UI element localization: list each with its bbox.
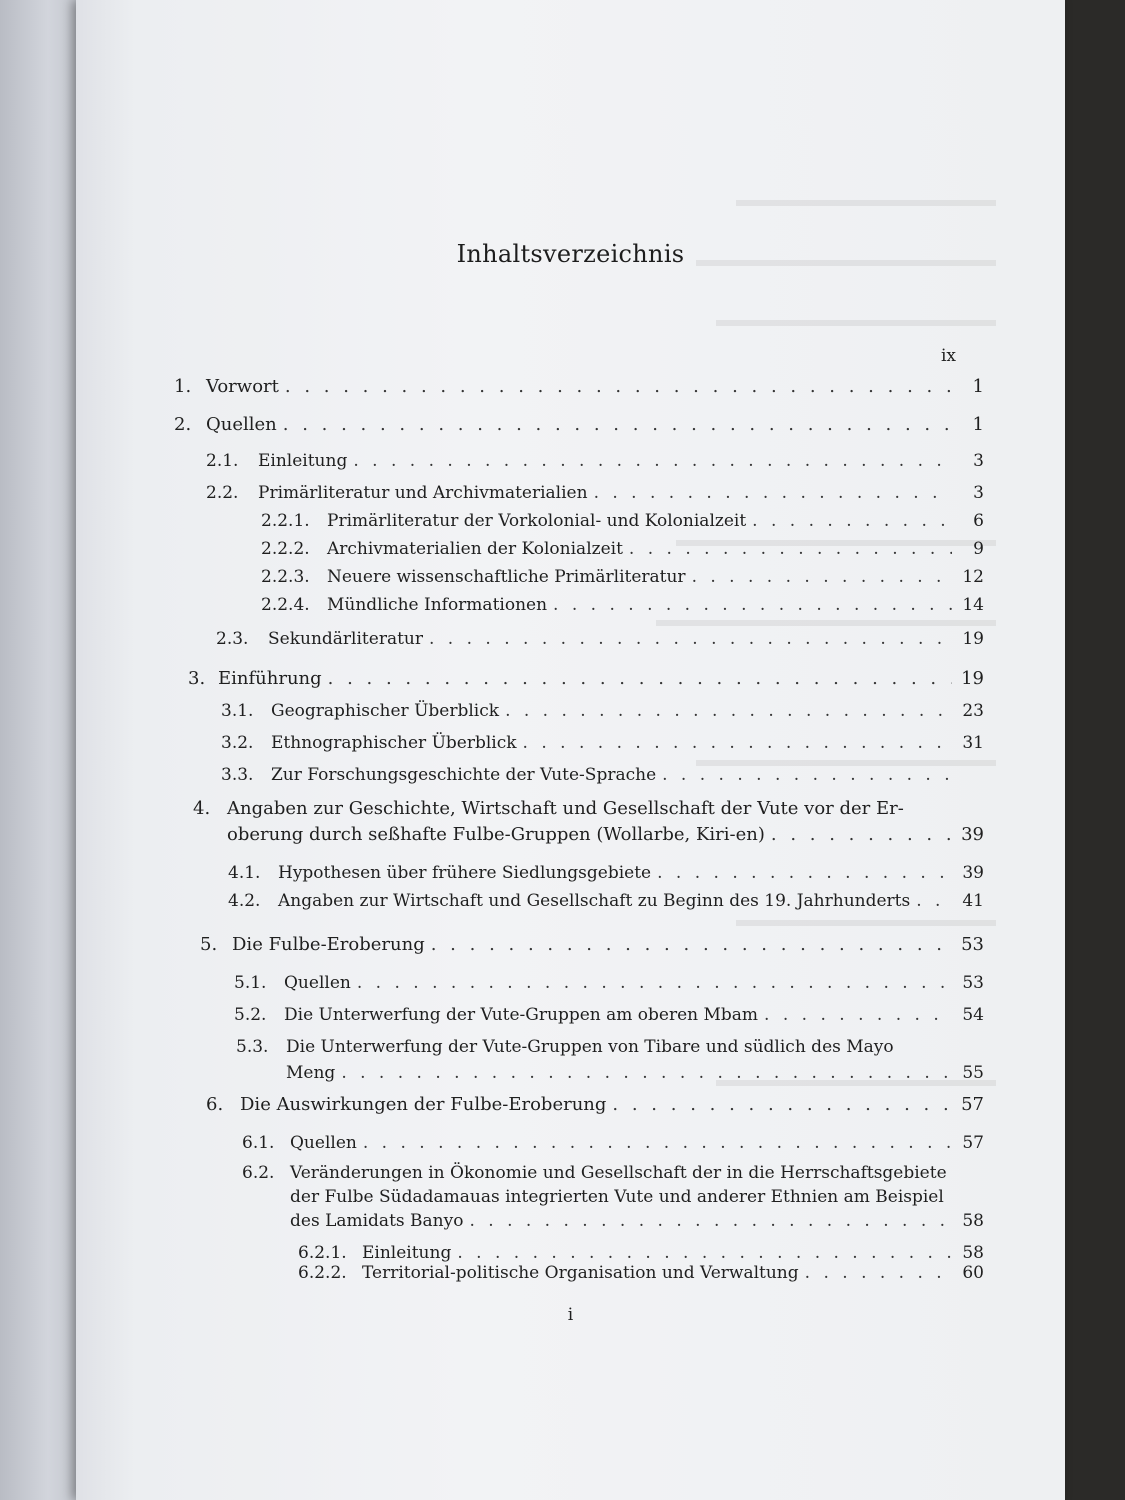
- toc-entry-3-1[interactable]: 3.1. Geographischer Überblick . . . 23: [221, 700, 984, 722]
- toc-entry-2-2-3[interactable]: 2.2.3. Neuere wissenschaftliche Primärliteratur . . . 12: [261, 566, 984, 588]
- toc-entry-3-2[interactable]: 3.2. Ethnographischer Überblick . . . 31: [221, 732, 984, 754]
- toc-entry-5-3[interactable]: 5.3. Die Unterwerfung der Vute-Gruppen von Tibare und südlich des Mayo Meng . . . 55: [236, 1036, 984, 1084]
- toc-entry-6-2-1[interactable]: 6.2.1. Einleitung . . . 58: [298, 1242, 984, 1264]
- document-page: [76, 0, 1065, 1500]
- toc-entry-5[interactable]: 5. Die Fulbe-Eroberung . . . 53: [200, 934, 984, 956]
- preface-page-number: ix: [941, 346, 957, 366]
- toc-entry-4[interactable]: 4. Angaben zur Geschichte, Wirtschaft und Gesellschaft der Vute vor der Er- oberung durch seßhafte Fulbe-Gruppen (Wollarbe, Kiri-en) . . . 39: [193, 798, 984, 846]
- toc-entry-4-1[interactable]: 4.1. Hypothesen über frühere Siedlungsgebiete . . . 39: [228, 862, 984, 884]
- toc-entry-6-2-2[interactable]: 6.2.2. Territorial-politische Organisation und Verwaltung . . . 60: [298, 1262, 984, 1284]
- toc-entry-5-2[interactable]: 5.2. Die Unterwerfung der Vute-Gruppen am oberen Mbam . . . 54: [234, 1004, 984, 1026]
- toc-entry-2-2-1[interactable]: 2.2.1. Primärliteratur der Vorkolonial- und Kolonialzeit . . . 6: [261, 510, 984, 532]
- toc-entry-2-1[interactable]: 2.1. Einleitung . . . 3: [206, 450, 984, 472]
- toc-entry-2-2[interactable]: 2.2. Primärliteratur und Archivmaterialien . . . 3: [206, 482, 984, 504]
- toc-entry-2-3[interactable]: 2.3. Sekundärliteratur . . . 19: [216, 628, 984, 650]
- toc-entry-2[interactable]: 2. Quellen . . . 1: [174, 414, 984, 436]
- toc-entry-5-1[interactable]: 5.1. Quellen . . . 53: [234, 972, 984, 994]
- toc-entry-6-2[interactable]: 6.2. Veränderungen in Ökonomie und Gesellschaft der in die Herrschaftsgebiete der Fulbe Südadamauas integrierten Vute und anderer Ethnien am Beispiel des Lamidats Banyo . . . 58: [242, 1162, 984, 1232]
- page-number-footer: i: [567, 1305, 574, 1325]
- toc-entry-2-2-4[interactable]: 2.2.4. Mündliche Informationen . . . 14: [261, 594, 984, 616]
- toc-entry-1[interactable]: 1. Vorwort . . . 1: [174, 376, 984, 398]
- page-title: Inhaltsverzeichnis: [456, 240, 685, 268]
- facing-page-edge: [0, 0, 80, 1500]
- toc-entry-3[interactable]: 3. Einführung . . . 19: [188, 668, 984, 690]
- toc-entry-2-2-2[interactable]: 2.2.2. Archivmaterialien der Kolonialzeit . . . 9: [261, 538, 984, 560]
- toc-entry-6-1[interactable]: 6.1. Quellen . . . 57: [242, 1132, 984, 1154]
- toc-entry-6[interactable]: 6. Die Auswirkungen der Fulbe-Eroberung . . . 57: [206, 1094, 984, 1116]
- toc-entry-3-3[interactable]: 3.3. Zur Forschungsgeschichte der Vute-Sprache . . .: [221, 764, 984, 786]
- toc-entry-4-2[interactable]: 4.2. Angaben zur Wirtschaft und Gesellschaft zu Beginn des 19. Jahrhunderts . . . 41: [228, 890, 984, 912]
